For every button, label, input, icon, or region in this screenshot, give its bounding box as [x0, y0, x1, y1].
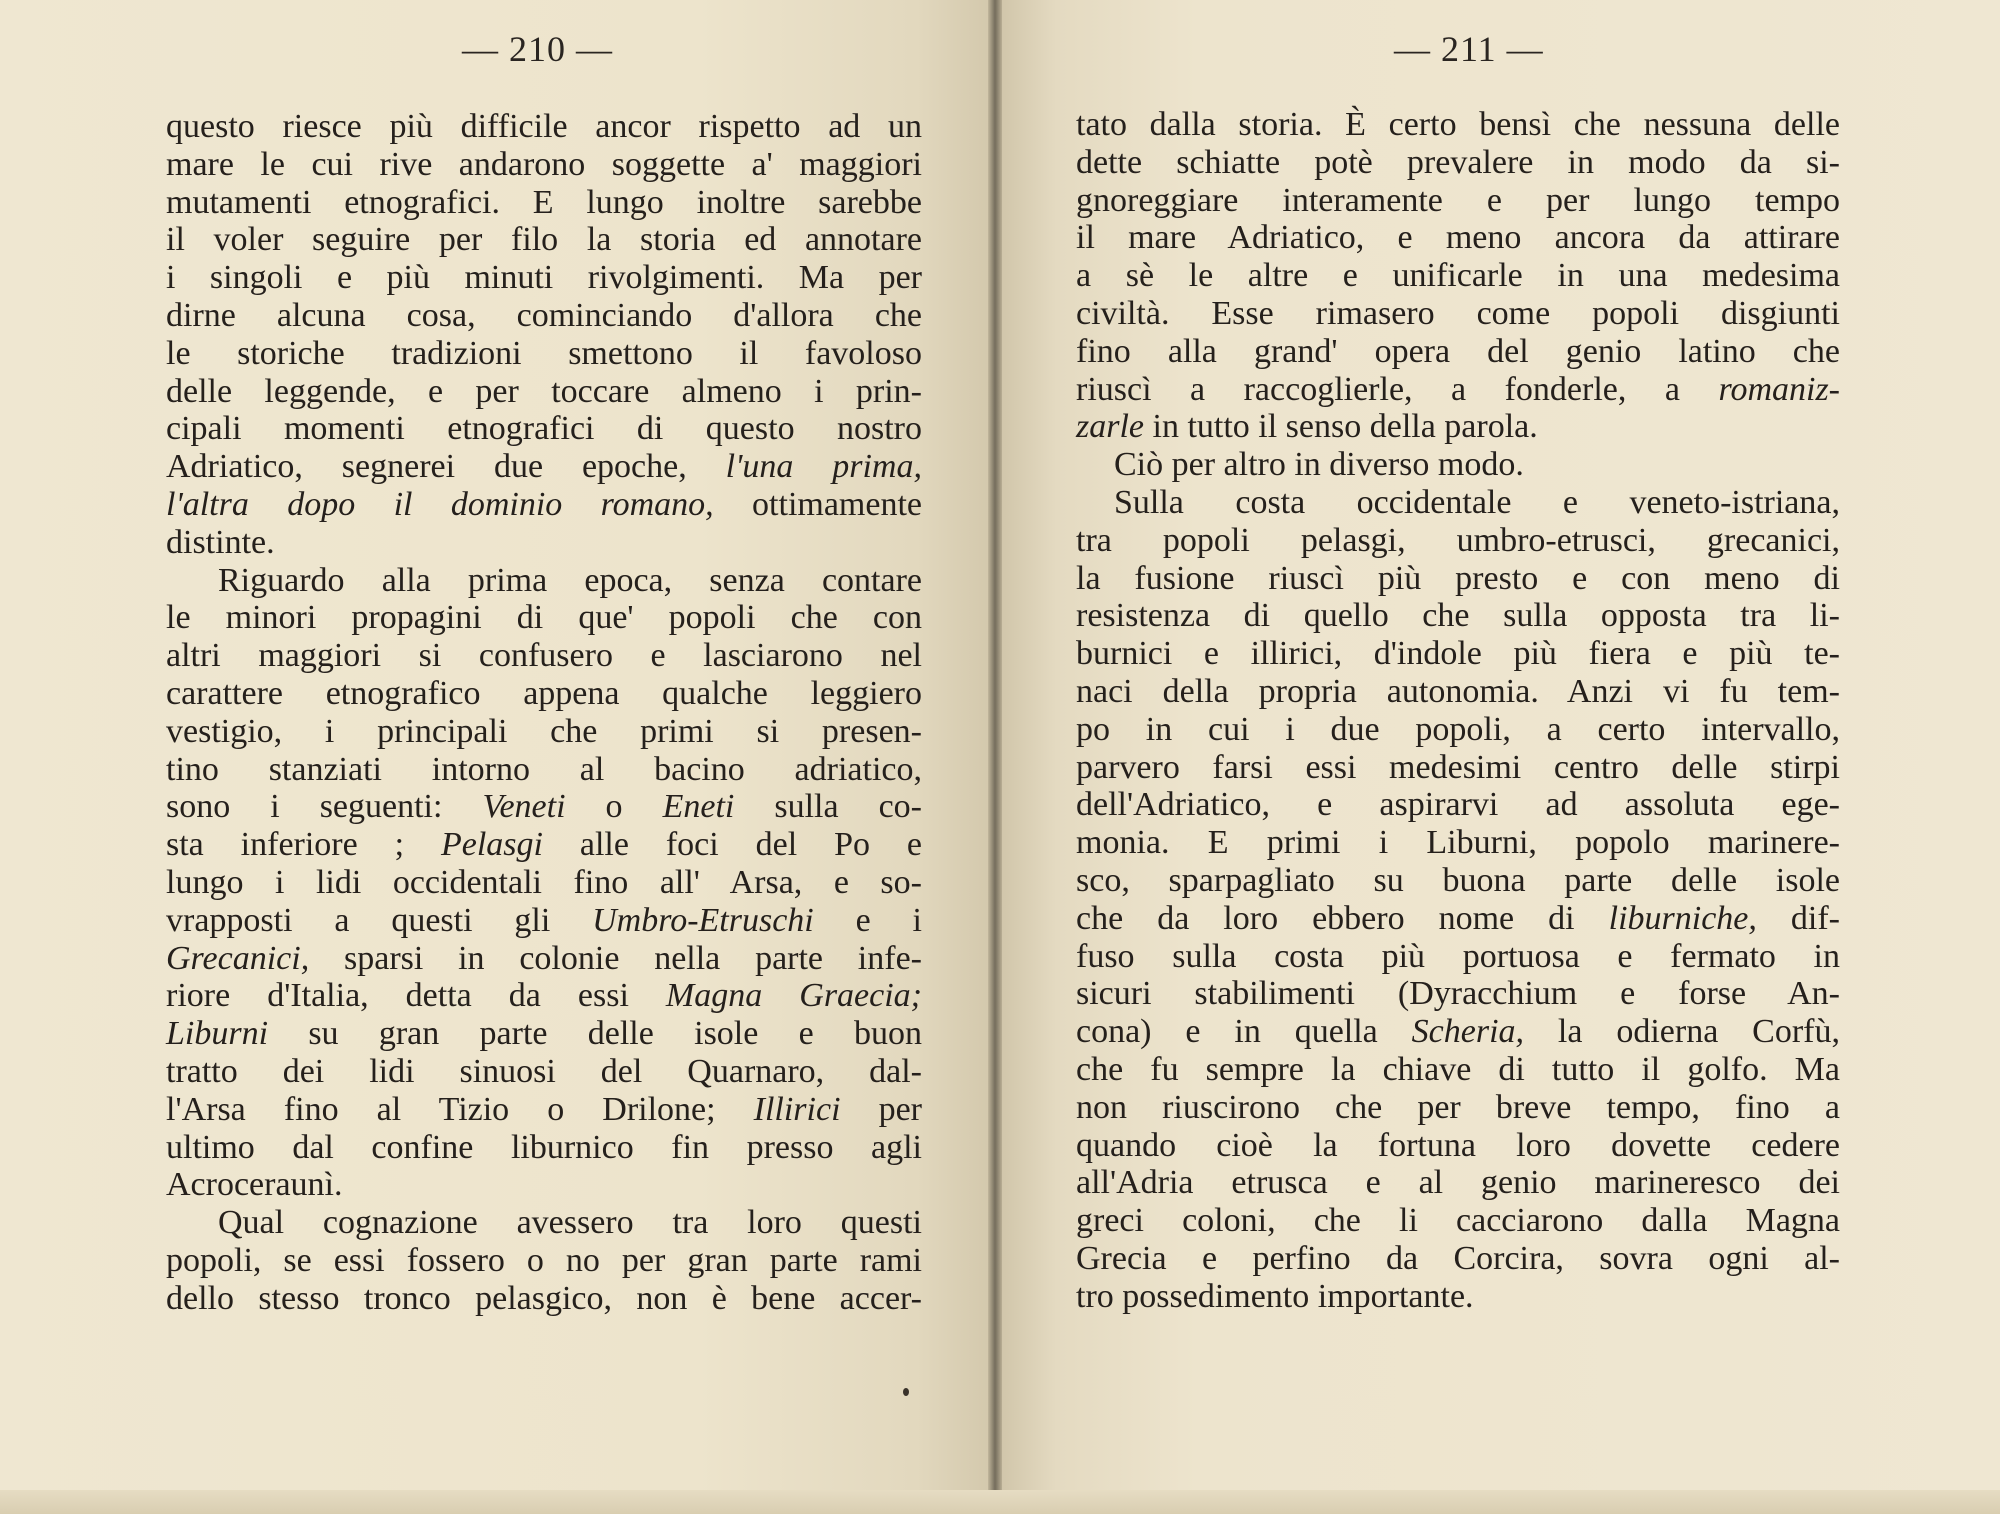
text-line	[1076, 900, 1840, 938]
text-line: tra popoli pelasgi, umbro-etrusci, grecanici,	[1076, 521, 1840, 559]
text-line: tato dalla storia. È certo bensì che nessuna delle	[1076, 106, 1840, 143]
text-segment: ottimamente	[752, 485, 922, 523]
text-line: che fu sempre la chiave di tutto il golfo. Ma	[1076, 1050, 1840, 1088]
text-line: po in cui i due popoli, a certo intervallo,	[1076, 710, 1840, 748]
page-bottom-edge	[0, 1490, 2000, 1514]
text-line: il voler seguire per filo la storia ed annotare	[166, 221, 922, 259]
text-segment: che da loro ebbero nome di	[1076, 899, 1609, 937]
text-line: tino stanziati intorno al bacino adriatico,	[166, 750, 922, 788]
text-line: resistenza di quello che sulla opposta tra li-	[1076, 597, 1840, 635]
text-segment: o	[565, 788, 663, 826]
italic-phrase: Pelasgi	[440, 826, 543, 864]
book-gutter	[988, 0, 1002, 1514]
text-line: dirne alcuna cosa, cominciando d'allora che	[166, 296, 922, 334]
text-line: mutamenti etnografici. E lungo inoltre sarebbe	[166, 183, 922, 221]
text-line: quando cioè la fortuna loro dovette cedere	[1076, 1126, 1840, 1164]
text-line: parvero farsi essi medesimi centro delle stirpi	[1076, 748, 1840, 786]
text-line: lungo i lidi occidentali fino all' Arsa, e so-	[166, 863, 922, 901]
text-line: Qual cognazione avessero tra loro questi	[218, 1204, 922, 1242]
italic-phrase: Grecanici,	[166, 939, 310, 977]
text-line: sicuri stabilimenti (Dyracchium e forse An-	[1076, 975, 1840, 1013]
text-line: tro possedimento importante.	[1076, 1277, 1474, 1315]
text-line: non riuscirono che per breve tempo, fino a	[1076, 1088, 1840, 1126]
italic-phrase: Magna Graecia;	[665, 977, 922, 1015]
text-line: civiltà. Esse rimasero come popoli disgiunti	[1076, 294, 1840, 332]
text-segment: Adriatico, segnerei due epoche,	[166, 448, 726, 486]
text-line: all'Adria etrusca e al genio marineresco dei	[1076, 1164, 1840, 1202]
italic-phrase: liburniche,	[1608, 899, 1757, 937]
text-segment: riore d'Italia, detta da essi	[166, 977, 666, 1015]
text-line: gnoreggiare interamente e per lungo tempo	[1076, 181, 1840, 219]
italic-phrase: romaniz-	[1718, 370, 1840, 408]
text-line	[1076, 371, 1840, 409]
text-line: cipali momenti etnografici di questo nostro	[166, 410, 922, 448]
text-line	[166, 826, 922, 864]
text-line: dette schiatte potè prevalere in modo da si-	[1076, 143, 1840, 181]
text-line	[166, 940, 922, 978]
text-line	[1076, 408, 1840, 446]
text-line: popoli, se essi fossero o no per gran parte rami	[166, 1241, 922, 1279]
right-page	[996, 0, 2000, 1514]
text-segment: sparsi in colonie nella parte infe-	[309, 939, 922, 977]
italic-phrase: Illirici	[753, 1090, 841, 1128]
text-line	[166, 1015, 922, 1053]
text-segment: vrapposti a questi gli	[166, 901, 593, 939]
text-segment: sono i seguenti:	[166, 788, 483, 826]
text-line: monia. E primi i Liburni, popolo marinere-	[1076, 824, 1840, 862]
text-line: vestigio, i principali che primi si presen-	[166, 712, 922, 750]
text-segment: alle foci del Po e	[542, 826, 922, 864]
text-line: i singoli e più minuti rivolgimenti. Ma per	[166, 259, 922, 297]
text-line	[166, 902, 922, 940]
text-line: Grecia e perfino da Corcira, sovra ogni al-	[1076, 1239, 1840, 1277]
ink-speck	[903, 1388, 909, 1396]
italic-phrase: Eneti	[662, 788, 735, 826]
text-segment: l'Arsa fino al Tizio o Drilone;	[166, 1090, 754, 1128]
text-line: tratto dei lidi sinuosi del Quarnaro, dal-	[166, 1052, 922, 1090]
text-segment: la odierna Corfù,	[1524, 1013, 1840, 1051]
text-line: mare le cui rive andarono soggette a' maggiori	[166, 145, 922, 183]
text-line: ultimo dal confine liburnico fin presso agli	[166, 1128, 922, 1166]
text-line	[166, 977, 922, 1015]
text-line	[166, 448, 922, 486]
text-segment: sta inferiore ;	[166, 826, 441, 864]
italic-phrase: l'altra dopo il dominio romano,	[166, 485, 714, 523]
left-page	[0, 0, 996, 1514]
text-line: sco, sparpagliato su buona parte delle isole	[1076, 861, 1840, 899]
text-segment: in tutto il senso della parola.	[1144, 408, 1538, 446]
text-line: delle leggende, e per toccare almeno i prin-	[166, 372, 922, 410]
text-segment: su gran parte delle isole e buon	[268, 1015, 922, 1053]
text-line: a sè le altre e unificarle in una medesima	[1076, 257, 1840, 295]
italic-phrase: Scheria,	[1411, 1013, 1525, 1051]
text-segment: e i	[813, 901, 922, 939]
italic-phrase: zarle	[1076, 408, 1144, 446]
text-line: le minori propagini di que' popoli che con	[166, 599, 922, 637]
text-line	[166, 486, 922, 524]
text-line: il mare Adriatico, e meno ancora da attirare	[1076, 219, 1840, 257]
text-line: questo riesce più difficile ancor rispetto ad un	[166, 108, 922, 145]
text-line: fuso sulla costa più portuosa e fermato in	[1076, 937, 1840, 975]
italic-phrase: l'una prima,	[725, 448, 922, 486]
text-segment: cona) e in quella	[1076, 1013, 1412, 1051]
text-segment: sulla co-	[734, 788, 922, 826]
text-line: dello stesso tronco pelasgico, non è bene accer-	[166, 1279, 922, 1317]
text-segment: riuscì a raccoglierle, a fonderle, a	[1076, 370, 1719, 408]
text-segment: per	[840, 1090, 922, 1128]
text-line: la fusione riuscì più presto e con meno di	[1076, 559, 1840, 597]
text-line: Ciò per altro in diverso modo.	[1114, 446, 1524, 484]
text-line: Acroceraunì.	[166, 1166, 343, 1204]
text-line	[1076, 1013, 1840, 1051]
text-line: Riguardo alla prima epoca, senza contare	[218, 561, 922, 599]
text-line: fino alla grand' opera del genio latino che	[1076, 332, 1840, 370]
text-line: dell'Adriatico, e aspirarvi ad assoluta ege-	[1076, 786, 1840, 824]
italic-phrase: Veneti	[482, 788, 566, 826]
text-line: greci coloni, che li cacciarono dalla Magna	[1076, 1202, 1840, 1240]
text-line: burnici e illirici, d'indole più fiera e più te-	[1076, 635, 1840, 673]
text-line: le storiche tradizioni smettono il favoloso	[166, 334, 922, 372]
right-page-text	[1076, 106, 1840, 1316]
text-line	[166, 1091, 922, 1129]
page-number-left: — 210 —	[462, 29, 613, 69]
text-segment: dif-	[1756, 899, 1840, 937]
page-number-right: — 211 —	[1394, 29, 1544, 69]
text-line: carattere etnografico appena qualche leggiero	[166, 674, 922, 712]
text-line	[166, 788, 922, 826]
left-page-text	[166, 108, 922, 1318]
text-line: distinte.	[166, 523, 275, 561]
text-line: Sulla costa occidentale e veneto-istriana,	[1114, 483, 1840, 521]
italic-phrase: Liburni	[166, 1015, 269, 1053]
text-line: altri maggiori si confusero e lasciarono nel	[166, 637, 922, 675]
italic-phrase: Umbro-Etruschi	[592, 901, 814, 939]
text-line: naci della propria autonomia. Anzi vi fu tem-	[1076, 672, 1840, 710]
